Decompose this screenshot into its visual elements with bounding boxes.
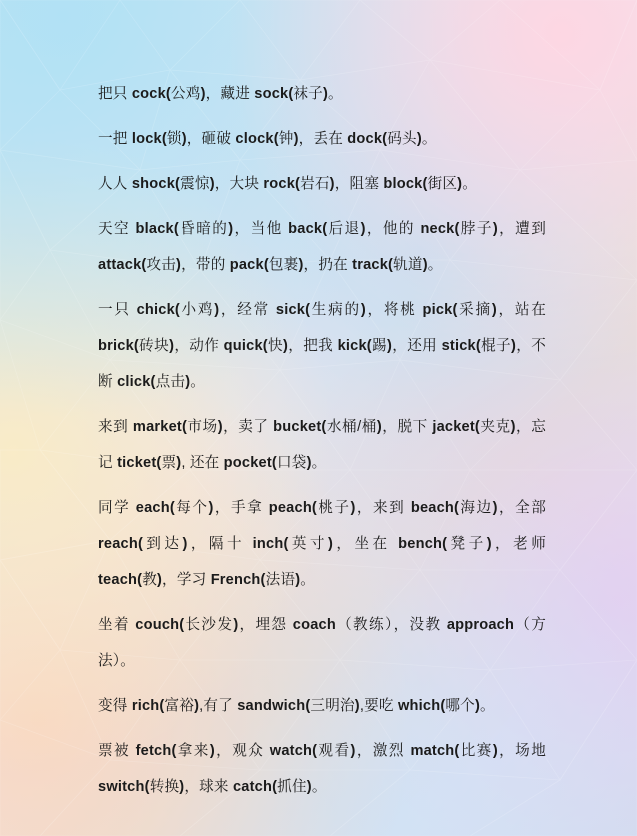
paragraph: 同学 each(每个)，手拿 peach(桃子)，来到 beach(海边)，全部 reach(到达)，隔十 inch(英寸)，坐在 bench(凳子)，老师 teach(教)，学习 French(法语)。 <box>98 500 547 588</box>
paragraph: 天空 black(昏暗的)，当他 back(后退)，他的 neck(脖子)，遭到 attack(攻击)，带的 pack(包裹)，扔在 track(轨道)。 <box>98 221 547 273</box>
document-body <box>98 76 546 805</box>
paragraph: 把只 cock(公鸡)，藏进 sock(袜子)。 <box>98 86 343 102</box>
paragraph: 来到 market(市场)，卖了 bucket(水桶/桶)，脱下 jacket(夹克)，忘记 ticket(票), 还在 pocket(口袋)。 <box>98 419 546 471</box>
paragraph: 变得 rich(富裕),有了 sandwich(三明治),要吃 which(哪个)。 <box>98 698 495 714</box>
paragraph: 人人 shock(震惊)，大块 rock(岩石)，阻塞 block(街区)。 <box>98 176 478 192</box>
paragraph: 票被 fetch(拿来)，观众 watch(观看)，激烈 match(比赛)，场地 switch(转换)，球来 catch(抓住)。 <box>98 743 546 795</box>
paragraph: 一只 chick(小鸡)，经常 sick(生病的)，将桃 pick(采摘)，站在 brick(砖块)，动作 quick(快)，把我 kick(踢)，还用 stick(棍子)，不断 click(点击)。 <box>98 302 547 390</box>
paragraph: 坐着 couch(长沙发)，埋怨 coach（教练），没教 approach（方法）。 <box>98 617 547 669</box>
paragraph: 一把 lock(锁)，砸破 clock(钟)，丢在 dock(码头)。 <box>98 131 437 147</box>
